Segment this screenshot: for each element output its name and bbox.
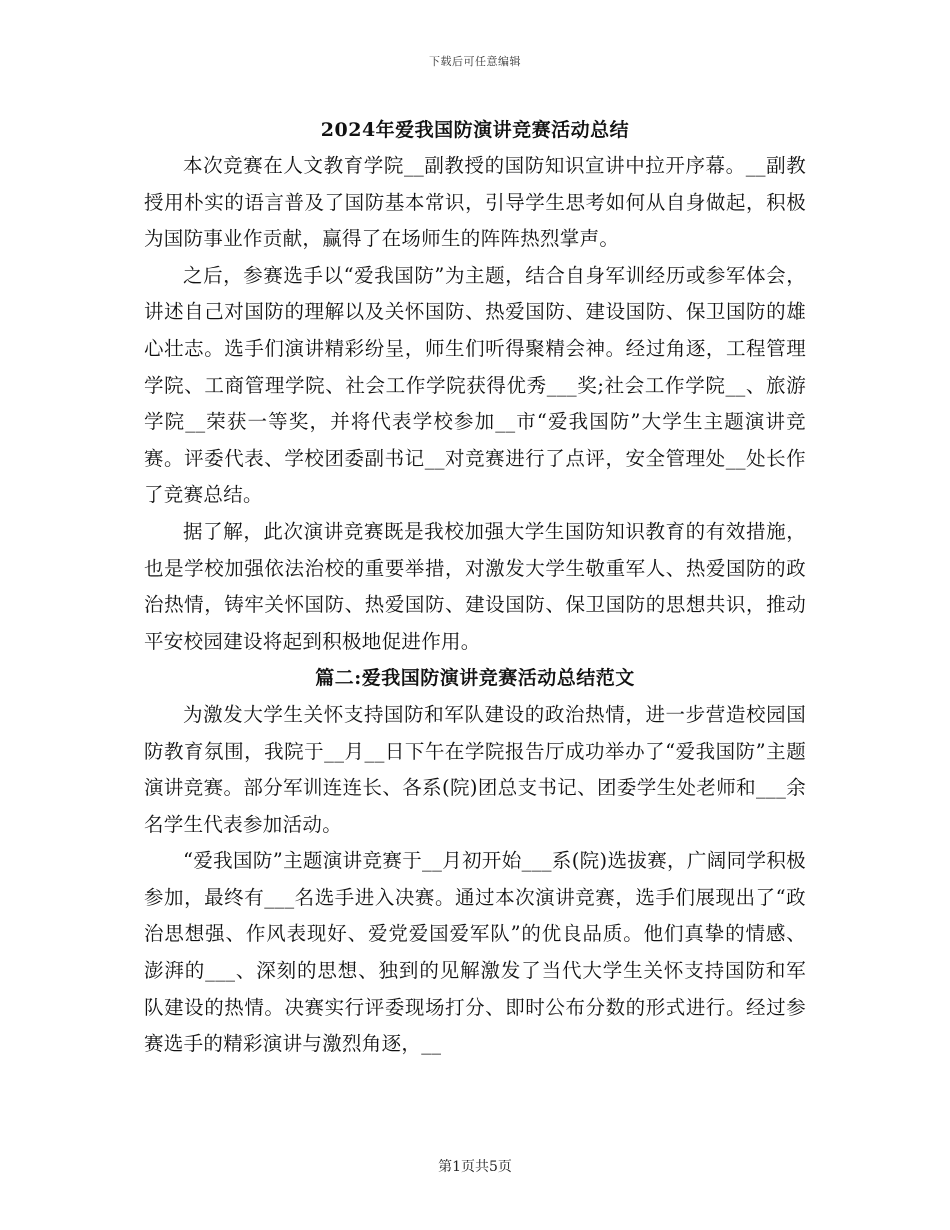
section-paragraph-2: “爱我国防”主题演讲竞赛于__月初开始___系(院)选拔赛，广阔同学积极参加，最终有___名选手进入决赛。通过本次演讲竞赛，选手们展现出了“政治思想强、作风表现好、爱党爱国爱军队”的优良品质。他们真挚的情感、澎湃的___、深刻的思想、独到的见解激发了当代大学生关怀支持国防和军队建设的热情。决赛实行评委现场打分、即时公布分数的形式进行。经过参赛选手的精彩演讲与激烈角逐，__ [144,849,806,1056]
paragraph-3: 据了解，此次演讲竞赛既是我校加强大学生国防知识教育的有效措施，也是学校加强依法治校的重要举措，对激发大学生敬重军人、热爱国防的政治热情，铸牢关怀国防、热爱国防、建设国防、保卫国防的思想共识，推动平安校园建设将起到积极地促进作用。 [144,519,806,653]
document-title: 2024年爱我国防演讲竞赛活动总结 [320,119,630,141]
section-title: 篇二:爱我国防演讲竞赛活动总结范文 [315,667,635,690]
section-paragraph-1: 为激发大学生关怀支持国防和军队建设的政治热情，进一步营造校园国防教育氛围，我院于__月__日下午在学院报告厅成功举办了“爱我国防”主题演讲竞赛。部分军训连连长、各系(院)团总支书记、团委学生处老师和___余名学生代表参加活动。 [144,702,806,836]
document-body [144,112,806,1063]
header-note: 下载后可任意编辑 [429,55,521,68]
paragraph-1: 本次竞赛在人文教育学院__副教授的国防知识宣讲中拉开序幕。__副教授用朴实的语言普及了国防基本常识，引导学生思考如何从自身做起，积极为国防事业作贡献，赢得了在场师生的阵阵热烈掌声。 [144,154,806,251]
paragraph-2: 之后，参赛选手以“爱我国防”为主题，结合自身军训经历或参军体会，讲述自己对国防的理解以及关怀国防、热爱国防、建设国防、保卫国防的雄心壮志。选手们演讲精彩纷呈，师生们听得聚精会神。经过角逐，工程管理学院、工商管理学院、社会工作学院获得优秀___奖;社会工作学院__、旅游学院__荣获一等奖，并将代表学校参加__市“爱我国防”大学生主题演讲竞赛。评委代表、学校团委副书记__对竞赛进行了点评，安全管理处__处长作了竞赛总结。 [144,263,806,507]
page-number: 第1页共5页 [438,1159,512,1175]
